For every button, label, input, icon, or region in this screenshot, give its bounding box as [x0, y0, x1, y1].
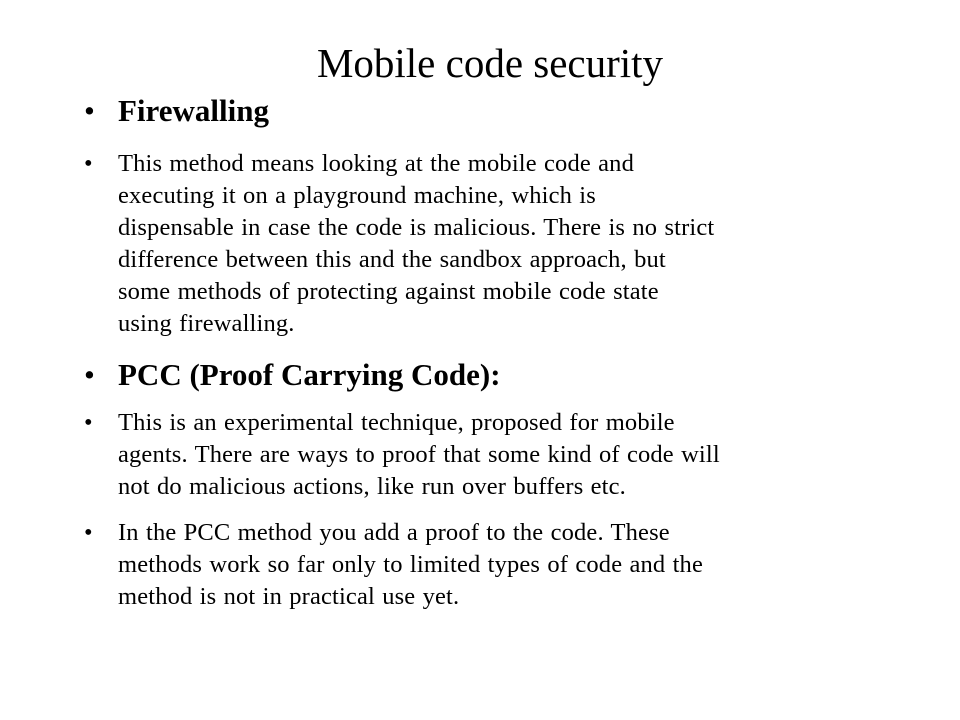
bullet-dot-icon: • [84, 519, 93, 546]
bullet-text-line: agents. There are ways to proof that some kind of code will [118, 441, 720, 468]
bullet-heading-text: Firewalling [118, 93, 269, 128]
bullet-pcc-description [82, 407, 902, 503]
bullet-text-line: This method means looking at the mobile code and [118, 150, 634, 177]
bullet-firewalling-heading [82, 89, 902, 133]
bullet-list [82, 89, 902, 613]
bullet-dot-icon: • [84, 150, 93, 177]
bullet-dot-icon: • [84, 357, 95, 392]
bullet-text-line: some methods of protecting against mobile code state [118, 278, 659, 305]
bullet-text-line: difference between this and the sandbox approach, but [118, 246, 666, 273]
bullet-text-line: not do malicious actions, like run over buffers etc. [118, 473, 626, 500]
bullet-text-line: dispensable in case the code is malicious. There is no strict [118, 214, 715, 241]
bullet-text-line: In the PCC method you add a proof to the code. These [118, 519, 670, 546]
slide-title: Mobile code security [316, 40, 664, 86]
bullet-dot-icon: • [84, 409, 93, 436]
bullet-text-line: This is an experimental technique, proposed for mobile [118, 409, 675, 436]
bullet-text-line: executing it on a playground machine, which is [118, 182, 596, 209]
bullet-text-line: methods work so far only to limited types of code and the [118, 551, 703, 578]
bullet-pcc-heading [82, 353, 902, 397]
bullet-text-line: using firewalling. [118, 310, 295, 337]
bullet-heading-text: PCC (Proof Carrying Code): [118, 357, 501, 392]
bullet-dot-icon: • [84, 93, 95, 128]
bullet-firewalling-description [82, 148, 902, 340]
bullet-text-line: method is not in practical use yet. [118, 583, 460, 610]
bullet-pcc-method [82, 517, 902, 613]
